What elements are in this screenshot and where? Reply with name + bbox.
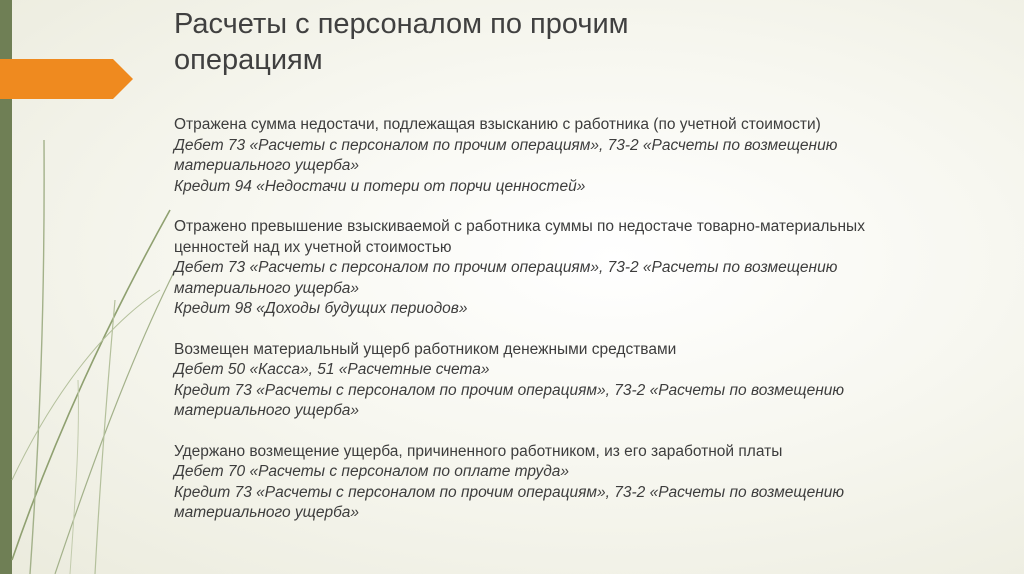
- entry-block-4: [174, 442, 1019, 524]
- decor-curve-3: [55, 270, 175, 574]
- entry-credit: Кредит 73 «Расчеты с персоналом по прочим операциям», 73-2 «Расчеты по возмещению: [174, 483, 845, 501]
- decor-curve-1: [12, 210, 170, 560]
- entry-debit-cont: материального ущерба»: [174, 157, 360, 174]
- orange-arrow-tab: [0, 59, 133, 99]
- slide-title-line-1: Расчеты с персоналом по прочим: [174, 8, 629, 40]
- entry-block-3: [174, 340, 1019, 422]
- entry-debit: Дебет 70 «Расчеты с персоналом по оплате труда»: [174, 463, 570, 480]
- entry-credit: Кредит 73 «Расчеты с персоналом по прочим операциям», 73-2 «Расчеты по возмещению: [174, 381, 845, 399]
- entry-credit: Кредит 94 «Недостачи и потери от порчи ценностей»: [174, 177, 586, 195]
- entry-description: Отражена сумма недостачи, подлежащая взысканию с работника (по учетной стоимости): [174, 116, 821, 133]
- entry-debit: Дебет 73 «Расчеты с персоналом по прочим операциям», 73-2 «Расчеты по возмещению: [174, 259, 838, 276]
- slide-content: [174, 115, 1019, 544]
- entry-block-1: [174, 115, 1019, 197]
- entry-debit-cont: материального ущерба»: [174, 279, 360, 297]
- entry-credit: Кредит 98 «Доходы будущих периодов»: [174, 300, 468, 317]
- entry-description-cont: ценностей над их учетной стоимостью: [174, 238, 452, 256]
- decor-curve-6: [70, 380, 78, 574]
- entry-debit: Дебет 73 «Расчеты с персоналом по прочим операциям», 73-2 «Расчеты по возмещению: [174, 136, 838, 154]
- entry-credit-cont: материального ущерба»: [174, 504, 360, 521]
- slide-title: [174, 6, 894, 78]
- entry-credit-cont: материального ущерба»: [174, 402, 360, 419]
- decor-curve-4: [95, 300, 115, 574]
- entry-block-2: [174, 217, 1019, 320]
- entry-description: Отражено превышение взыскиваемой с работника суммы по недостаче товарно-материальных: [174, 218, 865, 235]
- entry-debit: Дебет 50 «Касса», 51 «Расчетные счета»: [174, 361, 490, 378]
- decor-curve-5: [12, 290, 160, 480]
- decor-curve-2: [30, 140, 44, 574]
- entry-description: Удержано возмещение ущерба, причиненного работником, из его заработной платы: [174, 442, 783, 460]
- slide-title-line-2: операциям: [174, 44, 323, 76]
- entry-description: Возмещен материальный ущерб работником денежными средствами: [174, 340, 677, 358]
